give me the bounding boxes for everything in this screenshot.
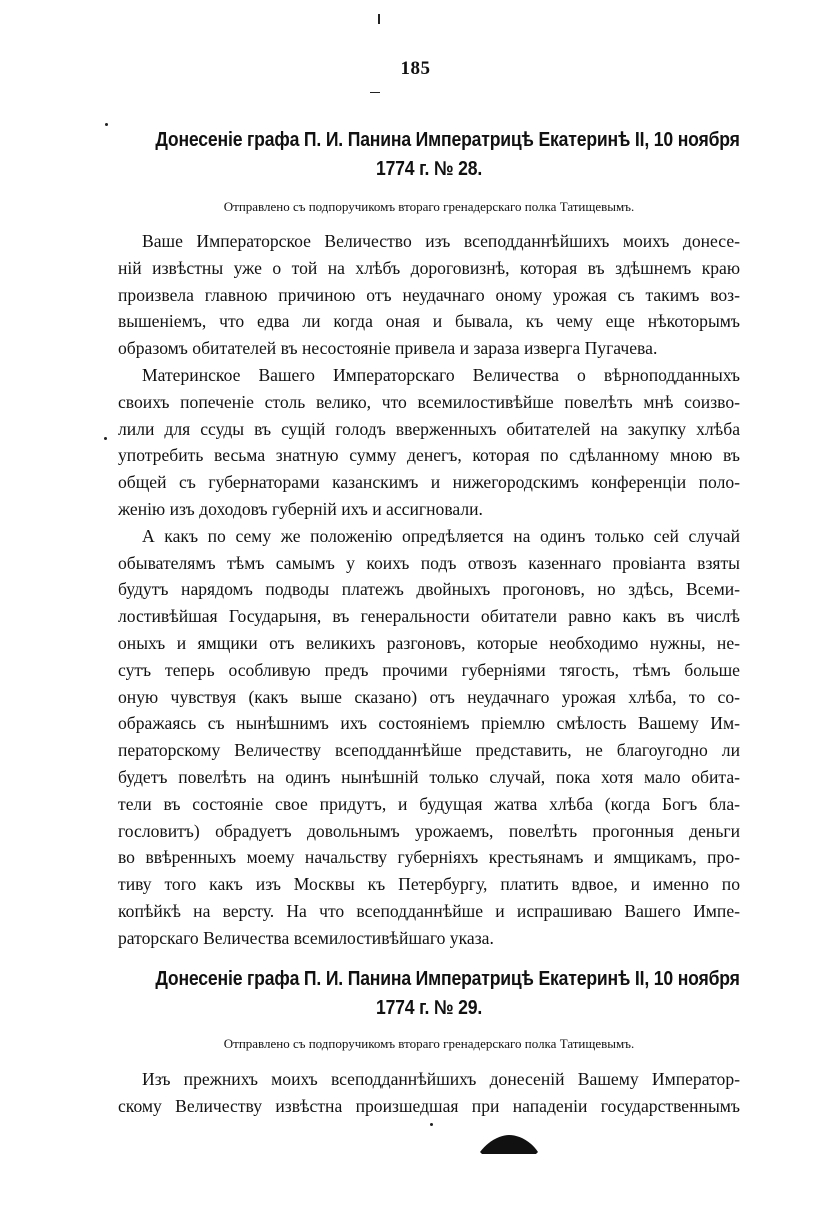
document-subtitle: Отправлено съ подпоручикомъ втораго гренадерскаго полка Татищевымъ. [223,1036,635,1051]
text-line: раторскаго Величества всемилостивѣйшаго указа. [118,927,494,948]
text-line: лостивѣйшая Государыня, въ генеральности обитатели равно какъ въ числѣ [118,606,740,627]
scan-speck [378,14,380,24]
text-line: женію изъ доходовъ губерній ихъ и ассигновали. [118,498,483,519]
text-line: копѣйкѣ на версту. На что всеподданнѣйше и испрашиваю Вашего Импе- [118,900,740,921]
document-report-28 [118,126,740,952]
text-line: будутъ нарядомъ подводы платежъ двойныхъ прогоновъ, но здѣсь, Всеми- [118,579,740,600]
text-line: своихъ попеченіе столь велико, что всемилостивѣйше повелѣть мнѣ соизво- [118,391,740,412]
text-line: Ваше Императорское Величество изъ всеподданнѣйшихъ моихъ донесе- [142,231,740,251]
text-line: вышеніемъ, что едва ли когда оная и бывала, къ чему еще нѣкоторымъ [118,311,740,332]
ink-blot-mark [478,1133,540,1155]
text-line: ній извѣстны уже о той на хлѣбъ дороговизнѣ, которая въ здѣшнемъ краю [118,257,740,278]
text-line: оную чувствуя (какъ выше сказано) отъ неудачнаго урожая хлѣба, то со- [118,686,740,707]
text-line: сутъ теперь особливую предъ прочими губерніями тягость, тѣмъ больше [118,659,740,680]
title-line: Донесеніе графа П. И. Панина Императрицѣ Екатеринѣ II, 10 ноября [155,129,740,151]
document-title [155,126,740,184]
text-line: тиву того какъ изъ Москвы къ Петербургу, платить вдвое, и именно по [118,874,740,895]
text-line: А какъ по сему же положенію опредѣляется на одинъ только сей случай [142,525,740,546]
text-line: произвела главною причиною отъ неудачнаго оному урожая съ такимъ воз- [118,284,740,305]
scan-speck [430,1123,433,1126]
document-subtitle: Отправлено съ подпоручикомъ втораго гренадерскаго полка Татищевымъ. [223,199,635,214]
text-line: тели въ состояніе свое придутъ, и будущая жатва хлѣба (когда Богъ бла- [118,793,740,814]
text-line: Изъ прежнихъ моихъ всеподданнѣйшихъ донесеній Вашему Император- [142,1069,740,1089]
title-line: Донесеніе графа П. И. Панина Императрицѣ Екатеринѣ II, 10 ноября [155,968,740,990]
document-report-29 [118,965,740,1120]
text-line: Материнское Вашего Императорскаго Величества о вѣрноподданныхъ [142,364,740,385]
title-line: 1774 г. № 29. [375,997,483,1019]
title-line: 1774 г. № 28. [375,158,483,180]
text-line: общей съ губернаторами казанскимъ и нижегородскимъ конференціи поло- [118,472,740,493]
text-line: обывателямъ тѣмъ самымъ у коихъ подъ отвозъ казеннаго провіанта взяты [118,552,740,573]
document-title [155,965,740,1023]
page-number: 185 [400,58,431,79]
text-line: употребить весьма знатную сумму денегъ, которая по сдѣланному мною въ [118,445,740,466]
text-line: ператорскому Величеству всеподданнѣйше представить, не благоугодно ли [118,740,740,761]
text-line: во ввѣренныхъ моему начальству губерніяхъ крестьянамъ и ямщикамъ, про- [118,847,740,868]
text-line: гословитъ) обрадуетъ довольнымъ урожаемъ, повелѣть прогонныя деньги [118,820,740,841]
scan-speck [370,92,380,93]
scan-speck [104,437,107,440]
scan-speck [105,123,108,126]
text-line: образомъ обитателей въ несостояніе привела и зараза изверга Пугачева. [118,338,658,359]
document-body [118,1066,740,1120]
document-body [118,228,740,952]
text-line: скому Величеству извѣстна произшедшая при нападеніи государственнымъ [118,1095,740,1116]
text-line: лили для ссуды въ сущій голодъ вверженныхъ обитателей на закупку хлѣба [118,418,740,439]
text-line: ображаясь съ нынѣшнимъ ихъ состояніемъ пріемлю смѣлость Вашему Им- [118,713,740,734]
text-line: оныхъ и ямщики отъ великихъ разгоновъ, которые необходимо нужны, не- [118,632,740,653]
text-line: будетъ повелѣть на одинъ нынѣшній только случай, пока хотя мало обита- [118,766,740,787]
